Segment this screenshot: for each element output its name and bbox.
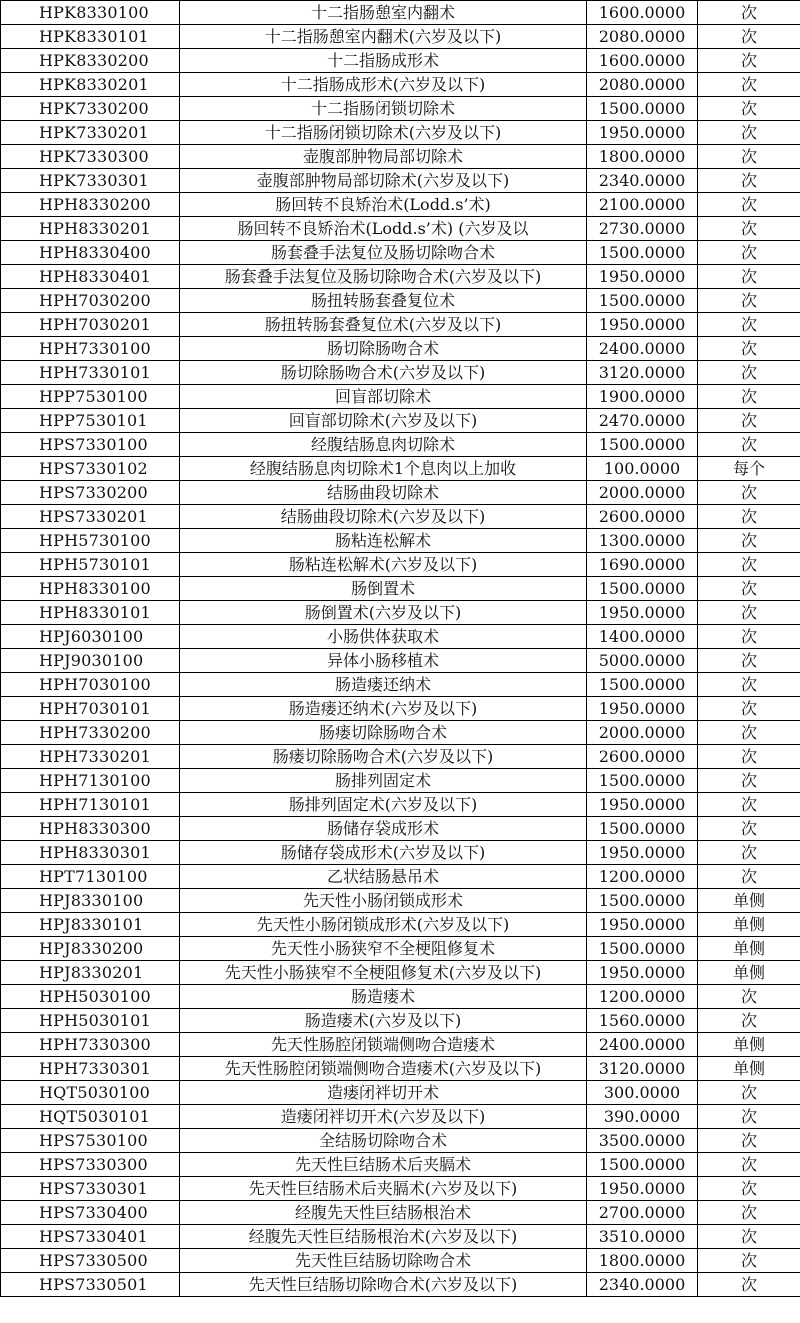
table-row <box>1 553 800 577</box>
table-row <box>1 1249 800 1273</box>
table-row <box>1 889 800 913</box>
item-price-cell: 2340.0000 <box>587 169 698 193</box>
table-row <box>1 1225 800 1249</box>
item-code-cell: HPS7330500 <box>1 1249 180 1273</box>
item-unit-cell: 次 <box>698 1177 800 1201</box>
table-row <box>1 193 800 217</box>
item-code-cell: HPS7330300 <box>1 1153 180 1177</box>
item-price-cell: 1600.0000 <box>587 1 698 25</box>
item-name-cell: 肠排列固定术 <box>180 769 587 793</box>
item-unit-cell: 次 <box>698 553 800 577</box>
item-unit-cell: 次 <box>698 577 800 601</box>
item-price-cell: 5000.0000 <box>587 649 698 673</box>
item-code-cell: HPH7030201 <box>1 313 180 337</box>
item-price-cell: 100.0000 <box>587 457 698 481</box>
item-code-cell: HPH8330200 <box>1 193 180 217</box>
item-price-cell: 1950.0000 <box>587 265 698 289</box>
table-row <box>1 49 800 73</box>
item-price-cell: 1950.0000 <box>587 601 698 625</box>
item-unit-cell: 次 <box>698 217 800 241</box>
item-code-cell: HPH7330300 <box>1 1033 180 1057</box>
item-unit-cell: 次 <box>698 433 800 457</box>
table-row <box>1 433 800 457</box>
item-price-cell: 2600.0000 <box>587 505 698 529</box>
item-unit-cell: 次 <box>698 1273 800 1297</box>
item-unit-cell: 单侧 <box>698 1033 800 1057</box>
item-unit-cell: 次 <box>698 385 800 409</box>
item-unit-cell: 次 <box>698 649 800 673</box>
item-price-cell: 1200.0000 <box>587 985 698 1009</box>
item-name-cell: 肠粘连松解术(六岁及以下) <box>180 553 587 577</box>
table-row <box>1 697 800 721</box>
item-price-cell: 1950.0000 <box>587 1177 698 1201</box>
item-name-cell: 回盲部切除术 <box>180 385 587 409</box>
item-price-cell: 2340.0000 <box>587 1273 698 1297</box>
item-name-cell: 壶腹部肿物局部切除术 <box>180 145 587 169</box>
item-price-cell: 1500.0000 <box>587 433 698 457</box>
item-unit-cell: 次 <box>698 337 800 361</box>
table-row <box>1 313 800 337</box>
table-row <box>1 1 800 25</box>
item-unit-cell: 次 <box>698 49 800 73</box>
item-price-cell: 1400.0000 <box>587 625 698 649</box>
item-price-cell: 1500.0000 <box>587 817 698 841</box>
item-price-cell: 300.0000 <box>587 1081 698 1105</box>
item-code-cell: HPH7030100 <box>1 673 180 697</box>
item-name-cell: 经腹先天性巨结肠根治术 <box>180 1201 587 1225</box>
item-price-cell: 1500.0000 <box>587 97 698 121</box>
table-row <box>1 793 800 817</box>
item-unit-cell: 次 <box>698 1 800 25</box>
item-code-cell: HPH5730101 <box>1 553 180 577</box>
item-unit-cell: 次 <box>698 241 800 265</box>
item-price-cell: 1800.0000 <box>587 1249 698 1273</box>
item-price-cell: 390.0000 <box>587 1105 698 1129</box>
item-name-cell: 肠造瘘术(六岁及以下) <box>180 1009 587 1033</box>
table-row <box>1 937 800 961</box>
item-price-cell: 1300.0000 <box>587 529 698 553</box>
item-name-cell: 肠瘘切除肠吻合术 <box>180 721 587 745</box>
table-row <box>1 673 800 697</box>
item-unit-cell: 次 <box>698 625 800 649</box>
item-code-cell: HPH8330401 <box>1 265 180 289</box>
item-unit-cell: 次 <box>698 289 800 313</box>
table-row <box>1 409 800 433</box>
item-code-cell: HPH5730100 <box>1 529 180 553</box>
item-price-cell: 2080.0000 <box>587 73 698 97</box>
item-price-cell: 2600.0000 <box>587 745 698 769</box>
item-code-cell: HPH7330301 <box>1 1057 180 1081</box>
item-code-cell: HPS7330400 <box>1 1201 180 1225</box>
item-code-cell: HPS7530100 <box>1 1129 180 1153</box>
item-unit-cell: 次 <box>698 841 800 865</box>
item-name-cell: 肠储存袋成形术(六岁及以下) <box>180 841 587 865</box>
table-row <box>1 481 800 505</box>
item-unit-cell: 单侧 <box>698 913 800 937</box>
item-price-cell: 1500.0000 <box>587 769 698 793</box>
table-row <box>1 577 800 601</box>
item-name-cell: 肠扭转肠套叠复位术 <box>180 289 587 313</box>
item-unit-cell: 次 <box>698 673 800 697</box>
item-unit-cell: 次 <box>698 481 800 505</box>
table-row <box>1 1057 800 1081</box>
table-row <box>1 97 800 121</box>
item-name-cell: 肠造瘘还纳术 <box>180 673 587 697</box>
item-unit-cell: 次 <box>698 505 800 529</box>
item-code-cell: HPK7330200 <box>1 97 180 121</box>
item-price-cell: 1500.0000 <box>587 1153 698 1177</box>
table-row <box>1 169 800 193</box>
item-unit-cell: 次 <box>698 121 800 145</box>
item-name-cell: 壶腹部肿物局部切除术(六岁及以下) <box>180 169 587 193</box>
table-row <box>1 865 800 889</box>
item-name-cell: 肠排列固定术(六岁及以下) <box>180 793 587 817</box>
item-code-cell: HPH5030100 <box>1 985 180 1009</box>
item-name-cell: 肠造瘘术 <box>180 985 587 1009</box>
item-unit-cell: 次 <box>698 265 800 289</box>
item-name-cell: 肠倒置术 <box>180 577 587 601</box>
item-price-cell: 2400.0000 <box>587 337 698 361</box>
table-row <box>1 1033 800 1057</box>
item-unit-cell: 次 <box>698 1081 800 1105</box>
item-price-cell: 1950.0000 <box>587 697 698 721</box>
item-code-cell: HPH8330201 <box>1 217 180 241</box>
item-code-cell: HPJ9030100 <box>1 649 180 673</box>
item-unit-cell: 次 <box>698 721 800 745</box>
table-row <box>1 217 800 241</box>
item-unit-cell: 次 <box>698 1249 800 1273</box>
item-code-cell: HPS7330100 <box>1 433 180 457</box>
table-row <box>1 289 800 313</box>
item-name-cell: 回盲部切除术(六岁及以下) <box>180 409 587 433</box>
item-code-cell: HPJ8330201 <box>1 961 180 985</box>
item-unit-cell: 次 <box>698 1225 800 1249</box>
item-name-cell: 肠扭转肠套叠复位术(六岁及以下) <box>180 313 587 337</box>
item-name-cell: 先天性巨结肠切除吻合术 <box>180 1249 587 1273</box>
item-name-cell: 乙状结肠悬吊术 <box>180 865 587 889</box>
item-unit-cell: 次 <box>698 1009 800 1033</box>
item-code-cell: HPP7530100 <box>1 385 180 409</box>
table-row <box>1 1081 800 1105</box>
item-name-cell: 肠回转不良矫治术(Lodd.s’术) (六岁及以 <box>180 217 587 241</box>
table-row <box>1 841 800 865</box>
item-code-cell: HPJ6030100 <box>1 625 180 649</box>
table-row <box>1 1105 800 1129</box>
table-row <box>1 601 800 625</box>
item-price-cell: 1950.0000 <box>587 793 698 817</box>
item-code-cell: HPK8330100 <box>1 1 180 25</box>
item-unit-cell: 次 <box>698 193 800 217</box>
item-unit-cell: 次 <box>698 865 800 889</box>
item-code-cell: HPS7330102 <box>1 457 180 481</box>
item-name-cell: 经腹结肠息肉切除术1个息肉以上加收 <box>180 457 587 481</box>
item-unit-cell: 次 <box>698 169 800 193</box>
item-name-cell: 先天性小肠闭锁成形术 <box>180 889 587 913</box>
table-row <box>1 1153 800 1177</box>
item-name-cell: 肠粘连松解术 <box>180 529 587 553</box>
table-row <box>1 73 800 97</box>
item-name-cell: 异体小肠移植术 <box>180 649 587 673</box>
item-code-cell: HQT5030100 <box>1 1081 180 1105</box>
item-name-cell: 造瘘闭袢切开术 <box>180 1081 587 1105</box>
item-price-cell: 3120.0000 <box>587 361 698 385</box>
item-code-cell: HPH7330101 <box>1 361 180 385</box>
item-unit-cell: 次 <box>698 145 800 169</box>
item-unit-cell: 次 <box>698 97 800 121</box>
item-name-cell: 肠储存袋成形术 <box>180 817 587 841</box>
item-name-cell: 经腹结肠息肉切除术 <box>180 433 587 457</box>
item-price-cell: 1600.0000 <box>587 49 698 73</box>
table-row <box>1 721 800 745</box>
table-row <box>1 505 800 529</box>
item-name-cell: 十二指肠憩室内翻术(六岁及以下) <box>180 25 587 49</box>
item-name-cell: 肠切除肠吻合术 <box>180 337 587 361</box>
table-row <box>1 337 800 361</box>
item-code-cell: HPH8330301 <box>1 841 180 865</box>
item-code-cell: HPH7330100 <box>1 337 180 361</box>
item-price-cell: 2080.0000 <box>587 25 698 49</box>
table-row <box>1 985 800 1009</box>
item-unit-cell: 次 <box>698 769 800 793</box>
item-price-cell: 1950.0000 <box>587 841 698 865</box>
item-price-cell: 2470.0000 <box>587 409 698 433</box>
table-row <box>1 745 800 769</box>
item-name-cell: 先天性巨结肠术后夹膈术 <box>180 1153 587 1177</box>
item-code-cell: HPS7330201 <box>1 505 180 529</box>
item-price-cell: 1800.0000 <box>587 145 698 169</box>
item-name-cell: 先天性肠腔闭锁端侧吻合造瘘术 <box>180 1033 587 1057</box>
item-code-cell: HPH8330400 <box>1 241 180 265</box>
item-code-cell: HPS7330301 <box>1 1177 180 1201</box>
table-row <box>1 361 800 385</box>
item-price-cell: 2400.0000 <box>587 1033 698 1057</box>
table-row <box>1 817 800 841</box>
item-code-cell: HPS7330200 <box>1 481 180 505</box>
item-unit-cell: 次 <box>698 697 800 721</box>
item-name-cell: 先天性巨结肠术后夹膈术(六岁及以下) <box>180 1177 587 1201</box>
item-price-cell: 2000.0000 <box>587 481 698 505</box>
table-row <box>1 1273 800 1297</box>
item-price-cell: 1950.0000 <box>587 913 698 937</box>
item-price-cell: 1690.0000 <box>587 553 698 577</box>
item-code-cell: HPJ8330101 <box>1 913 180 937</box>
item-code-cell: HPH7330201 <box>1 745 180 769</box>
item-price-cell: 2700.0000 <box>587 1201 698 1225</box>
item-unit-cell: 单侧 <box>698 889 800 913</box>
item-price-cell: 2000.0000 <box>587 721 698 745</box>
item-code-cell: HPH8330101 <box>1 601 180 625</box>
item-unit-cell: 次 <box>698 985 800 1009</box>
item-name-cell: 肠倒置术(六岁及以下) <box>180 601 587 625</box>
item-unit-cell: 单侧 <box>698 937 800 961</box>
item-name-cell: 全结肠切除吻合术 <box>180 1129 587 1153</box>
item-code-cell: HPK7330201 <box>1 121 180 145</box>
item-unit-cell: 次 <box>698 1129 800 1153</box>
item-name-cell: 结肠曲段切除术 <box>180 481 587 505</box>
item-unit-cell: 次 <box>698 793 800 817</box>
item-price-cell: 1500.0000 <box>587 241 698 265</box>
table-row <box>1 913 800 937</box>
item-price-cell: 2730.0000 <box>587 217 698 241</box>
item-name-cell: 肠切除肠吻合术(六岁及以下) <box>180 361 587 385</box>
item-price-cell: 1200.0000 <box>587 865 698 889</box>
table-row <box>1 649 800 673</box>
item-code-cell: HPK8330200 <box>1 49 180 73</box>
item-price-cell: 1950.0000 <box>587 121 698 145</box>
item-unit-cell: 次 <box>698 745 800 769</box>
item-name-cell: 先天性小肠狭窄不全梗阻修复术(六岁及以下) <box>180 961 587 985</box>
table-row <box>1 241 800 265</box>
item-price-cell: 1500.0000 <box>587 889 698 913</box>
item-code-cell: HPK7330301 <box>1 169 180 193</box>
item-price-cell: 1500.0000 <box>587 577 698 601</box>
item-name-cell: 经腹先天性巨结肠根治术(六岁及以下) <box>180 1225 587 1249</box>
item-name-cell: 肠套叠手法复位及肠切除吻合术(六岁及以下) <box>180 265 587 289</box>
table-row <box>1 265 800 289</box>
item-name-cell: 结肠曲段切除术(六岁及以下) <box>180 505 587 529</box>
item-name-cell: 肠瘘切除肠吻合术(六岁及以下) <box>180 745 587 769</box>
table-row <box>1 1129 800 1153</box>
item-name-cell: 十二指肠憩室内翻术 <box>180 1 587 25</box>
item-code-cell: HPK8330101 <box>1 25 180 49</box>
item-code-cell: HPS7330501 <box>1 1273 180 1297</box>
item-name-cell: 先天性小肠闭锁成形术(六岁及以下) <box>180 913 587 937</box>
item-price-cell: 1500.0000 <box>587 289 698 313</box>
item-code-cell: HPH5030101 <box>1 1009 180 1033</box>
item-name-cell: 十二指肠闭锁切除术 <box>180 97 587 121</box>
item-code-cell: HPP7530101 <box>1 409 180 433</box>
table-row <box>1 457 800 481</box>
table-row <box>1 25 800 49</box>
item-code-cell: HPT7130100 <box>1 865 180 889</box>
item-code-cell: HPH7330200 <box>1 721 180 745</box>
table-row <box>1 145 800 169</box>
item-price-cell: 1950.0000 <box>587 313 698 337</box>
item-unit-cell: 次 <box>698 1105 800 1129</box>
item-unit-cell: 次 <box>698 1201 800 1225</box>
item-code-cell: HPJ8330100 <box>1 889 180 913</box>
item-unit-cell: 次 <box>698 313 800 337</box>
item-price-cell: 1560.0000 <box>587 1009 698 1033</box>
table-row <box>1 769 800 793</box>
table-row <box>1 1201 800 1225</box>
item-name-cell: 先天性巨结肠切除吻合术(六岁及以下) <box>180 1273 587 1297</box>
item-unit-cell: 次 <box>698 25 800 49</box>
item-price-cell: 2100.0000 <box>587 193 698 217</box>
fee-table-body <box>1 1 800 1297</box>
item-unit-cell: 每个 <box>698 457 800 481</box>
item-price-cell: 1500.0000 <box>587 673 698 697</box>
item-unit-cell: 次 <box>698 817 800 841</box>
item-code-cell: HPH7130101 <box>1 793 180 817</box>
item-name-cell: 肠回转不良矫治术(Lodd.s’术) <box>180 193 587 217</box>
item-name-cell: 十二指肠闭锁切除术(六岁及以下) <box>180 121 587 145</box>
table-row <box>1 625 800 649</box>
item-unit-cell: 次 <box>698 409 800 433</box>
item-unit-cell: 次 <box>698 73 800 97</box>
item-price-cell: 1950.0000 <box>587 961 698 985</box>
item-code-cell: HPS7330401 <box>1 1225 180 1249</box>
item-unit-cell: 次 <box>698 601 800 625</box>
item-unit-cell: 次 <box>698 529 800 553</box>
item-unit-cell: 次 <box>698 361 800 385</box>
item-name-cell: 十二指肠成形术 <box>180 49 587 73</box>
item-code-cell: HPJ8330200 <box>1 937 180 961</box>
table-row <box>1 961 800 985</box>
item-price-cell: 3120.0000 <box>587 1057 698 1081</box>
item-code-cell: HPH8330100 <box>1 577 180 601</box>
item-name-cell: 肠套叠手法复位及肠切除吻合术 <box>180 241 587 265</box>
item-price-cell: 1900.0000 <box>587 385 698 409</box>
item-price-cell: 3510.0000 <box>587 1225 698 1249</box>
item-code-cell: HPH7030200 <box>1 289 180 313</box>
table-row <box>1 1177 800 1201</box>
item-code-cell: HPK7330300 <box>1 145 180 169</box>
table-row <box>1 1009 800 1033</box>
table-row <box>1 529 800 553</box>
item-code-cell: HQT5030101 <box>1 1105 180 1129</box>
item-name-cell: 小肠供体获取术 <box>180 625 587 649</box>
item-code-cell: HPH8330300 <box>1 817 180 841</box>
item-code-cell: HPK8330201 <box>1 73 180 97</box>
table-row <box>1 121 800 145</box>
item-price-cell: 1500.0000 <box>587 937 698 961</box>
item-name-cell: 先天性肠腔闭锁端侧吻合造瘘术(六岁及以下) <box>180 1057 587 1081</box>
item-name-cell: 十二指肠成形术(六岁及以下) <box>180 73 587 97</box>
item-name-cell: 肠造瘘还纳术(六岁及以下) <box>180 697 587 721</box>
item-code-cell: HPH7130100 <box>1 769 180 793</box>
item-code-cell: HPH7030101 <box>1 697 180 721</box>
item-unit-cell: 单侧 <box>698 961 800 985</box>
item-unit-cell: 次 <box>698 1153 800 1177</box>
item-price-cell: 3500.0000 <box>587 1129 698 1153</box>
item-name-cell: 造瘘闭袢切开术(六岁及以下) <box>180 1105 587 1129</box>
item-unit-cell: 单侧 <box>698 1057 800 1081</box>
item-name-cell: 先天性小肠狭窄不全梗阻修复术 <box>180 937 587 961</box>
table-row <box>1 385 800 409</box>
